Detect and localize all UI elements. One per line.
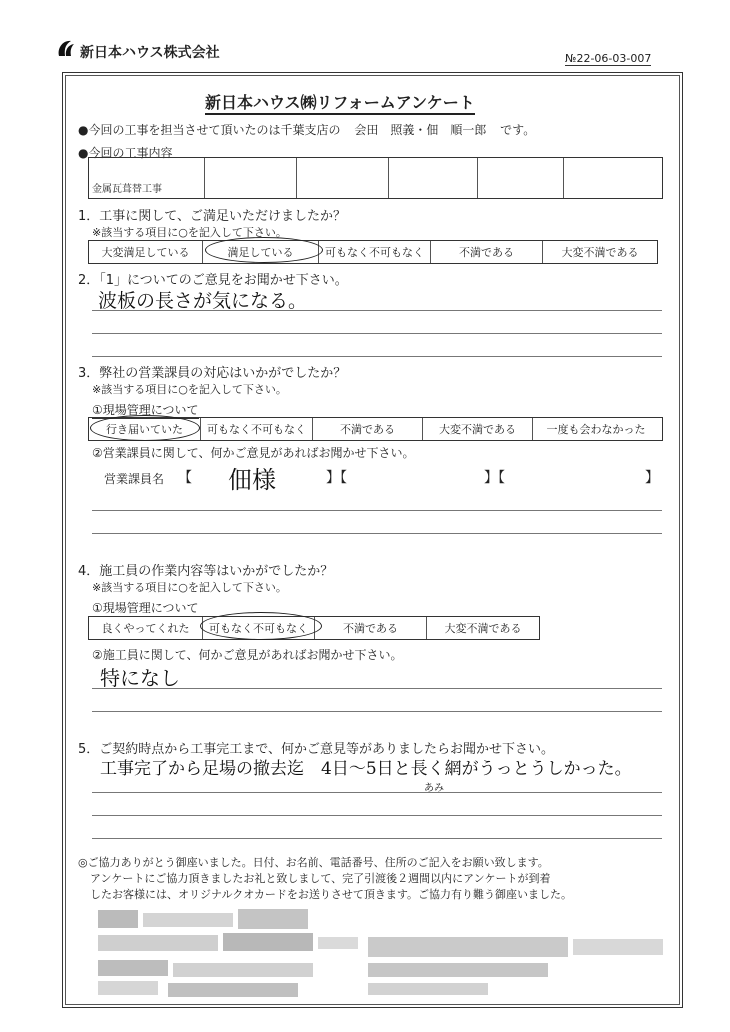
q3-option[interactable]: 可もなく不可もなく — [201, 418, 313, 440]
q4-selected-circle — [200, 612, 322, 640]
q4-sub2: ②施工員に関して、何かご意見があればお聞かせ下さい。 — [92, 648, 403, 662]
q1-option[interactable]: 大変不満である — [561, 246, 639, 259]
q4-option[interactable]: 不満である — [315, 617, 427, 639]
answer-line — [92, 533, 662, 534]
q4-option[interactable]: 大変不満である — [444, 622, 522, 635]
bracket-close: 】 — [645, 470, 659, 486]
work-cell — [205, 158, 297, 198]
work-cell — [297, 158, 389, 198]
answer-line — [92, 838, 662, 839]
q4-answer: 特になし — [100, 666, 180, 690]
q5-question: 5．ご契約時点から工事完工まで、何かご意見等がありましたらお聞かせ下さい。 — [78, 742, 555, 757]
q1-option[interactable]: 満足している — [203, 241, 319, 263]
q1-option[interactable]: 大変満足している — [89, 241, 203, 263]
work-cell — [564, 158, 659, 198]
closing-line: ◎ご協力ありがとう御座いました。日付、お名前、電話番号、住所のご記入をお願い致します。 — [78, 856, 549, 869]
q2-question: 2．「1」についてのご意見をお聞かせ下さい。 — [78, 273, 348, 288]
q3-option[interactable]: 大変不満である — [423, 418, 533, 440]
bracket-close: 】【 — [326, 470, 347, 486]
redacted-customer-info — [88, 905, 668, 1000]
q1-option[interactable]: 不満である — [431, 241, 543, 263]
q3-question: 3．弊社の営業課員の対応はいかがでしたか？ — [78, 366, 347, 381]
work-cell — [389, 158, 478, 198]
answer-line — [92, 333, 662, 334]
answer-line — [92, 310, 662, 311]
q5-ruby: あみ — [424, 783, 444, 794]
work-content-box — [88, 157, 663, 199]
staff-name-handwritten: 佃様 — [228, 466, 276, 494]
company-logo-icon — [55, 38, 77, 60]
q1-instruction: ※該当する項目に○を記入して下さい。 — [92, 226, 287, 239]
answer-line — [92, 792, 662, 793]
answer-line — [92, 688, 662, 689]
q3-sub1: ①現場管理について — [92, 403, 199, 417]
q4-option[interactable]: 良くやってくれた — [89, 617, 203, 639]
q4-sub1: ①現場管理について — [92, 601, 199, 615]
q3-option[interactable]: 不満である — [313, 418, 423, 440]
q4-instruction: ※該当する項目に○を記入して下さい。 — [92, 581, 287, 594]
company-name: 新日本ハウス株式会社 — [80, 45, 220, 61]
bracket-open: 【 — [178, 470, 192, 486]
form-title: 新日本ハウス㈱リフォームアンケート — [205, 90, 475, 115]
bracket-close: 】【 — [484, 470, 505, 486]
q1-selected-circle — [205, 237, 323, 263]
q4-option[interactable]: 可もなく不可もなく — [203, 617, 315, 639]
intro-prefix: ●今回の工事を担当させて頂いたのは千葉支店の — [78, 123, 341, 137]
q1-question: 1．工事に関して、ご満足いただけましたか？ — [78, 209, 347, 224]
q5-answer: 工事完了から足場の撤去迄 4日〜5日と長く網がうっとうしかった。 — [100, 759, 632, 779]
work-cell: 金属瓦葺替工事 — [89, 158, 205, 198]
intro-suffix: です。 — [500, 123, 536, 137]
q3-sub2: ②営業課員に関して、何かご意見があればお聞かせ下さい。 — [92, 446, 415, 460]
document-number: №22-06-03-007 — [565, 52, 652, 65]
work-label: ●今回の工事内容 — [78, 146, 173, 160]
work-cell — [478, 158, 564, 198]
q3-option[interactable]: 行き届いていた — [89, 418, 201, 440]
answer-line — [92, 815, 662, 816]
closing-line: したお客様には、オリジナルクオカードをお送りさせて頂きます。ご協力有り難う御座いました。 — [90, 888, 573, 901]
q3-instruction: ※該当する項目に○を記入して下さい。 — [92, 383, 287, 396]
q1-option[interactable]: 可もなく不可もなく — [319, 241, 431, 263]
q4-question: 4．施工員の作業内容等はいかがでしたか？ — [78, 564, 334, 579]
q2-answer: 波板の長さが気になる。 — [98, 290, 308, 312]
intro-line — [78, 121, 535, 138]
q3-selected-circle — [90, 415, 200, 441]
q1-options — [88, 240, 658, 264]
staff-label: 営業課員名 — [104, 472, 165, 486]
answer-line — [92, 356, 662, 357]
answer-line — [92, 711, 662, 712]
answer-line — [92, 510, 662, 511]
q3-option[interactable]: 一度も会わなかった — [546, 423, 646, 436]
staff-names: 会田 照義・佃 順一郎 — [354, 123, 487, 137]
closing-line: アンケートにご協力頂きましたお礼と致しまして、完了引渡後２週間以内にアンケートが到着 — [90, 872, 551, 885]
